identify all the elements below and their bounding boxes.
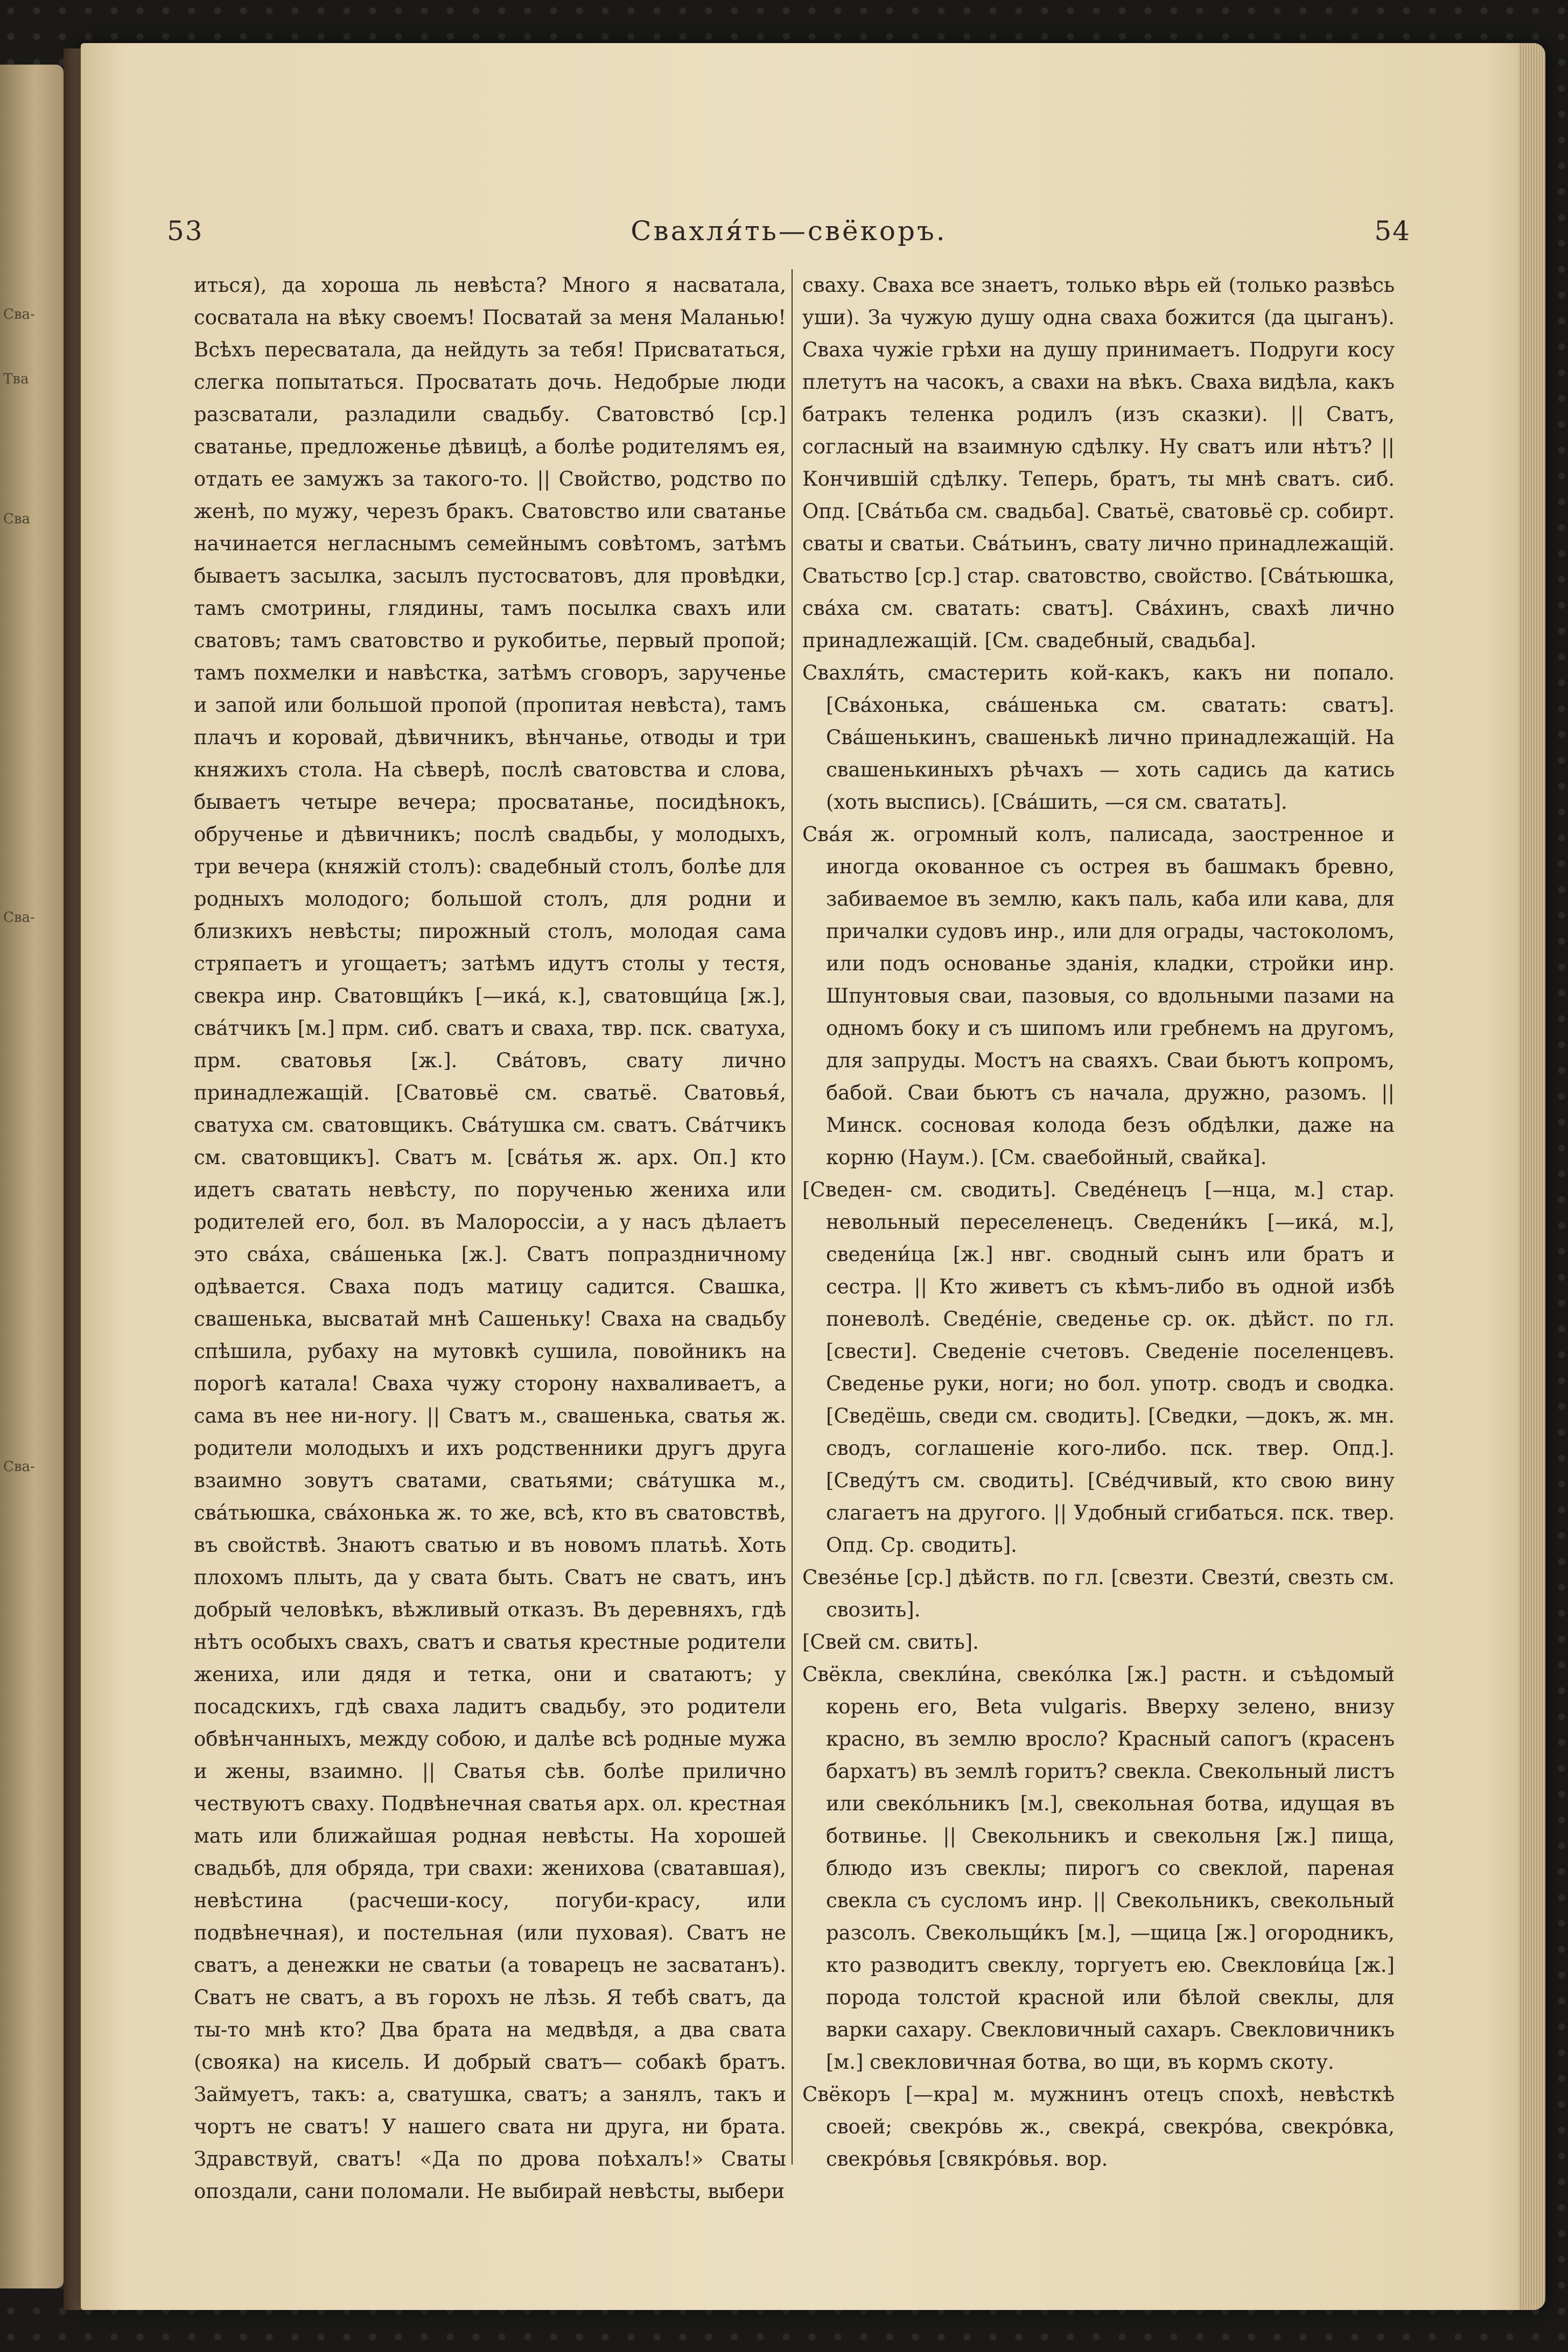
left-fragment: Сва- <box>3 909 35 926</box>
entry-svekor: Свёкоръ [—кра] м. мужнинъ отецъ спохѣ, невѣсткѣ своей; свекро́вь ж., свекра́, свекро́ва, свекро́вка, свекро́вья [свякро́вья. вор. <box>802 2083 1395 2171</box>
right-column <box>802 269 1395 2175</box>
entry-paragraph: сваху. Сваха все знаетъ, только вѣрь ей (только развѣсь уши). За чужую душу одна сваха божится (да цыганъ). Сваха чужіе грѣхи на душу принимаетъ. Подруги косу плетутъ на часокъ, а свахи на вѣкъ. Сваха видѣла, какъ батракъ теленка родилъ (изъ сказки). || Сватъ, согласный на взаимную сдѣлку. Ну сватъ или нѣтъ? || Кончившій сдѣлку. Теперь, братъ, ты мнѣ сватъ. сиб. Опд. [Сва́тьба см. свадьба]. Сватьё, сватовьё ср. собирт. сваты и сватьи. Сва́тьинъ, свату лично принадлежащій. Сватьство [ср.] стар. сватовство, свойство. [Сва́тьюшка, сва́ха см. сватать: сватъ]. Сва́хинъ, свахѣ лично принадлежащій. [См. свадебный, свадьба]. <box>802 274 1395 652</box>
entry-svey: [Свей см. свить]. <box>802 1630 979 1654</box>
entry-svekla: Свёкла, свекли́на, свеко́лка [ж.] растн. и съѣдомый корень его, Beta vulgaris. Вверху зелено, внизу красно, въ землю вросло? Красный сапогъ (красенъ бархатъ) въ землѣ горитъ? свекла. Свекольный листъ или свеко́льникъ [м.], свекольная ботва, идущая въ ботвинье. || Свекольникъ и свекольня [ж.] пища, блюдо изъ свеклы; пирогъ со свеклой, пареная свекла съ сусломъ инр. || Свекольникъ, свекольный разсолъ. Свекольщи́къ [м.], —щица [ж.] огородникъ, кто разводитъ свеклу, торгуетъ ею. Свеклови́ца [ж.] порода толстой красной или бѣлой свеклы, для варки сахару. Свекловичный сахаръ. Свекловичникъ [м.] свекловичная ботва, во щи, въ кормъ скоту. <box>802 1663 1395 2074</box>
left-column <box>194 269 786 2208</box>
column-divider <box>792 269 793 2165</box>
left-fragment: Сва- <box>3 1459 35 1475</box>
page-edge <box>1518 43 1545 2310</box>
left-page-edge <box>0 65 64 2288</box>
page-number-left: 53 <box>167 215 204 247</box>
left-fragment: Сва- <box>3 306 35 323</box>
entry-paragraph: иться), да хороша ль невѣста? Много я насватала, сосватала на вѣку своемъ! Посватай за меня Маланью! Всѣхъ пересватала, да нейдуть за тебя! Присвататься, слегка попытаться. Просватать дочь. Недобрые люди разсватали, разладили свадьбу. Сватовство́ [ср.] сватанье, предложенье дѣвицѣ, а болѣе родителямъ ея, отдать ее замужъ за такого-то. || Свойство, родство по женѣ, по мужу, черезъ бракъ. Сватовство или сватанье начинается негласнымъ семейнымъ совѣтомъ, затѣмъ бываетъ засылка, засылъ пустосватовъ, для провѣдки, тамъ смотрины, глядины, тамъ посылка свахъ или сватовъ; тамъ сватовство и рукобитье, первый пропой; тамъ похмелки и навѣстка, затѣмъ сговоръ, зарученье и запой или большой пропой (пропитая невѣста), тамъ плачъ и коровай, дѣвичникъ, вѣнчанье, отводы и три княжихъ стола. На сѣверѣ, послѣ сватовства и слова, бываетъ четыре вечера; просватанье, посидѣнокъ, обрученье и дѣвичникъ; послѣ свадьбы, у молодыхъ, три вечера (княжій столъ): свадебный столъ, болѣе для родныхъ молодого; большой столъ, для родни и близкихъ невѣсты; пирожный столъ, молодая сама стряпаетъ и угощаетъ; затѣмъ идутъ столы у тестя, свекра инр. Сватовщи́къ [—ика́, к.], сватовщи́ца [ж.], сва́тчикъ [м.] прм. сиб. сватъ и сваха, твр. пск. сватуха, прм. сватовья [ж.]. Сва́товъ, свату лично принадлежащій. [Сватовьё см. сватьё. Сватовья́, сватуха см. сватовщикъ. Сва́тушка см. сватъ. Сва́тчикъ см. сватовщикъ]. Сватъ м. [сва́тья ж. арх. Оп.] кто идетъ сватать невѣсту, по порученью жениха или родителей его, бол. въ Малороссіи, а у насъ дѣлаетъ это сва́ха, сва́шенька [ж.]. Сватъ попраздничному одѣвается. Сваха подъ матицу садится. Свашка, свашенька, высватай мнѣ Сашеньку! Сваха на свадьбу спѣшила, рубаху на мутовкѣ сушила, повойникъ на порогѣ катала! Сваха чужу сторону нахваливаетъ, а сама въ нее ни-ногу. || Сватъ м., свашенька, сватья ж. родители молодыхъ и ихъ родственники другъ друга взаимно зовутъ сватами, сватьями; сва́тушка м., сва́тьюшка, сва́хонька ж. то же, всѣ, кто въ сватовствѣ, въ свойствѣ. Знаютъ сватью и въ новомъ платьѣ. Хоть плохомъ плыть, да у свата быть. Сватъ не сватъ, инъ добрый человѣкъ, вѣжливый отказъ. Въ деревняхъ, гдѣ нѣтъ особыхъ свахъ, сватъ и сватья крестные родители жениха, или дядя и тетка, они и сватаютъ; у посадскихъ, гдѣ сваха ладитъ свадьбу, это родители обвѣнчанныхъ, между собою, и далѣе всѣ родные мужа и жены, взаимно. || Сватья сѣв. болѣе прилично чествуютъ сваху. Подвѣнечная сватья арх. ол. крестная мать или ближайшая родная невѣсты. На хорошей свадьбѣ, для обряда, три свахи: женихова (сватавшая), невѣстина (расчеши-косу, погуби-красу, или подвѣнечная), и постельная (или пуховая). Сватъ не сватъ, а денежки не сватьи (а товарецъ не засватанъ). Сватъ не сватъ, а въ горохъ не лѣзь. Я тебѣ сватъ, да ты-то мнѣ кто? Два брата на медвѣдя, а два свата (своякa) на кисель. И добрый сватъ— собакѣ братъ. Займуетъ, такъ: а, сватушка, сватъ; а занялъ, такъ и чортъ не сватъ! У нашего свата ни друга, ни брата. Здравствуй, сватъ! «Да по дрова поѣхалъ!» Сваты опоздали, сани поломали. Не выбирай невѣсты, выбери <box>194 274 786 2203</box>
entry-svezenye: Свезе́нье [ср.] дѣйств. по гл. [свезти. Свезти́, свезть см. свозить]. <box>802 1566 1395 1621</box>
page-header <box>167 215 1411 253</box>
entry-svakhlyat: Свахля́ть, смастерить кой-какъ, какъ ни попало. [Сва́хонька, сва́шенька см. сватать: сватъ]. Сва́шенькинъ, свашенькѣ лично принадлежащій. На свашенькиныхъ рѣчахъ — хоть садись да катись (хоть выспись). [Сва́шить, —ся см. сватать]. <box>802 661 1395 814</box>
page-number-right: 54 <box>1374 215 1411 247</box>
running-title: Свахля́ть—свёкоръ. <box>631 215 947 247</box>
left-fragment: Сва <box>3 511 31 527</box>
entry-svaya: Сва́я ж. огромный колъ, палисада, заостренное и иногда окованное съ острея въ башмакъ бревно, забиваемое въ землю, какъ паль, каба или кава, для причалки судовъ инр., или для ограды, частоколомъ, или подъ основанье зданія, кладки, стройки инр. Шпунтовыя сваи, пазовыя, со вдольными пазами на одномъ боку и съ шипомъ или гребнемъ на другомъ, для запруды. Мостъ на сваяхъ. Сваи бьютъ копромъ, бабой. Сваи бьютъ съ начала, дружно, разомъ. || Минск. сосновая колода безъ обдѣлки, даже на корню (Наум.). [См. сваебойный, свайка]. <box>802 823 1395 1169</box>
entry-sveden: [Сведен- см. сводить]. Сведе́нецъ [—нца, м.] стар. невольный переселенецъ. Сведени́къ [—ика́, м.], сведени́ца [ж.] нвг. сводный сынъ или братъ и сестра. || Кто живетъ съ кѣмъ-либо въ одной избѣ поневолѣ. Сведе́ніе, сведенье ср. ок. дѣйст. по гл. [свести]. Сведеніе счетовъ. Сведеніе поселенцевъ. Сведенье руки, ноги; но бол. употр. сводъ и сводка. [Сведёшь, сведи см. сводить]. [Сведки, —докъ, ж. мн. сводъ, соглашеніе кого-либо. пск. твер. Опд.]. [Сведу́тъ см. сводить]. [Све́дчивый, кто свою вину слагаетъ на другого. || Удобный сгибаться. пск. твер. Опд. Ср. сводить]. <box>802 1178 1395 1557</box>
left-fragment: Тва <box>3 371 29 387</box>
